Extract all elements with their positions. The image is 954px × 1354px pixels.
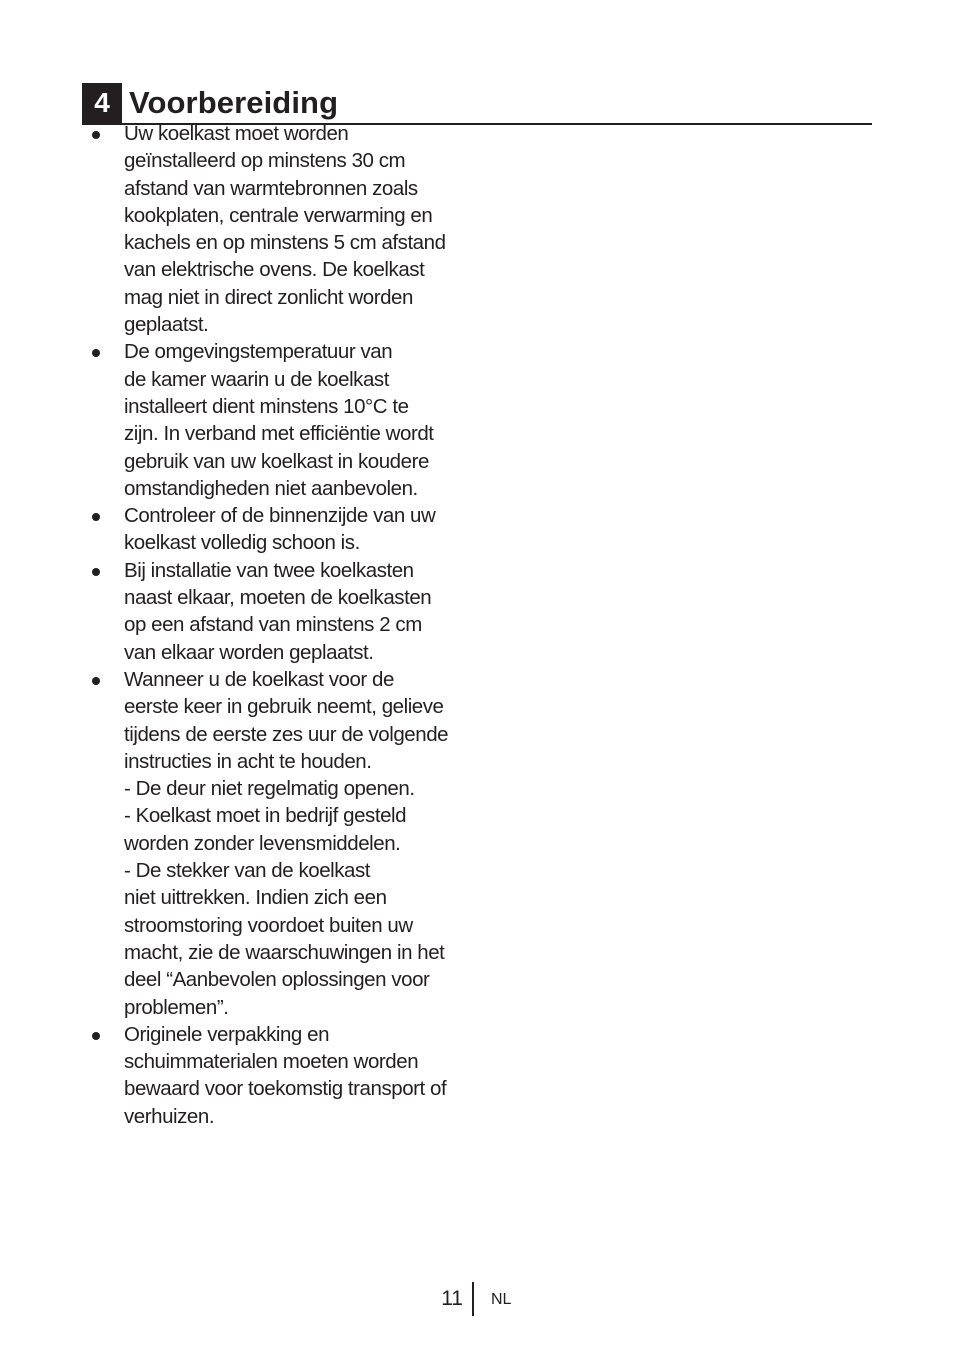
bullet-text-line: verhuizen. (124, 1104, 215, 1128)
bullet-text-line: mag niet in direct zonlicht worden (124, 285, 413, 309)
list-item (84, 502, 494, 557)
bullet-text-line: tijdens de eerste zes uur de volgende (124, 722, 449, 746)
list-item (84, 338, 494, 502)
bullet-text-line: gebruik van uw koelkast in koudere (124, 449, 429, 473)
footer-divider (472, 1282, 474, 1316)
bullet-icon (92, 513, 100, 521)
bullet-text-line: zijn. In verband met efficiëntie wordt (124, 422, 434, 446)
bullet-text-line: Uw koelkast moet worden (124, 122, 349, 145)
bullet-text-line: bewaard voor toekomstig transport of (124, 1077, 447, 1101)
bullet-list (84, 120, 494, 1130)
bullet-text-line: kachels en op minstens 5 cm afstand (124, 231, 446, 255)
bullet-text-line: stroomstoring voordoet buiten uw (124, 913, 413, 937)
bullet-text-line: - De deur niet regelmatig openen. (124, 777, 415, 801)
list-item (84, 666, 494, 1021)
bullet-icon (92, 568, 100, 576)
bullet-text-line: De omgevingstemperatuur van (124, 340, 393, 364)
bullet-text-line: naast elkaar, moeten de koelkasten (124, 586, 432, 610)
bullet-icon (92, 677, 100, 685)
bullet-text-line: op een afstand van minstens 2 cm (124, 613, 422, 637)
page-number: 11 (441, 1287, 463, 1310)
bullet-text-line: schuimmaterialen moeten worden (124, 1050, 419, 1074)
bullet-text-line: installeert dient minstens 10°C te (124, 394, 409, 418)
bullet-text-line: worden zonder levensmiddelen. (124, 831, 401, 855)
language-code: NL (491, 1291, 512, 1308)
bullet-text-line: van elkaar worden geplaatst. (124, 640, 374, 664)
bullet-text-line: de kamer waarin u de koelkast (124, 367, 389, 391)
bullet-text-line: Controleer of de binnenzijde van uw (124, 504, 436, 528)
bullet-text-line: geplaatst. (124, 313, 209, 337)
bullet-text-line: instructies in acht te houden. (124, 749, 372, 773)
bullet-text-line: eerste keer in gebruik neemt, gelieve (124, 695, 444, 719)
bullet-text-line: koelkast volledig schoon is. (124, 531, 360, 555)
bullet-icon (92, 1032, 100, 1040)
page-footer (0, 1282, 954, 1316)
bullet-icon (92, 131, 100, 139)
list-item (84, 120, 494, 338)
bullet-text-line: niet uittrekken. Indien zich een (124, 886, 387, 910)
bullet-text-line: deel “Aanbevolen oplossingen voor (124, 968, 430, 992)
bullet-text-line: omstandigheden niet aanbevolen. (124, 476, 418, 500)
bullet-text-line: kookplaten, centrale verwarming en (124, 203, 433, 227)
bullet-text-line: Originele verpakking en (124, 1022, 330, 1046)
bullet-text-line: Bij installatie van twee koelkasten (124, 558, 414, 582)
list-item (84, 1021, 494, 1130)
bullet-text-line: macht, zie de waarschuwingen in het (124, 940, 445, 964)
bullet-text-line: afstand van warmtebronnen zoals (124, 176, 418, 200)
bullet-text-line: Wanneer u de koelkast voor de (124, 667, 394, 691)
bullet-text-line: - Koelkast moet in bedrijf gesteld (124, 804, 407, 828)
section-header (82, 83, 872, 125)
bullet-icon (92, 349, 100, 357)
bullet-text-line: geïnstalleerd op minstens 30 cm (124, 149, 406, 173)
bullet-text-line: - De stekker van de koelkast (124, 859, 371, 883)
list-item (84, 557, 494, 666)
bullet-text-line: problemen”. (124, 995, 229, 1019)
bullet-text-line: van elektrische ovens. De koelkast (124, 258, 425, 282)
section-title: Voorbereiding (129, 85, 339, 120)
chapter-number-badge: 4 (82, 83, 122, 123)
